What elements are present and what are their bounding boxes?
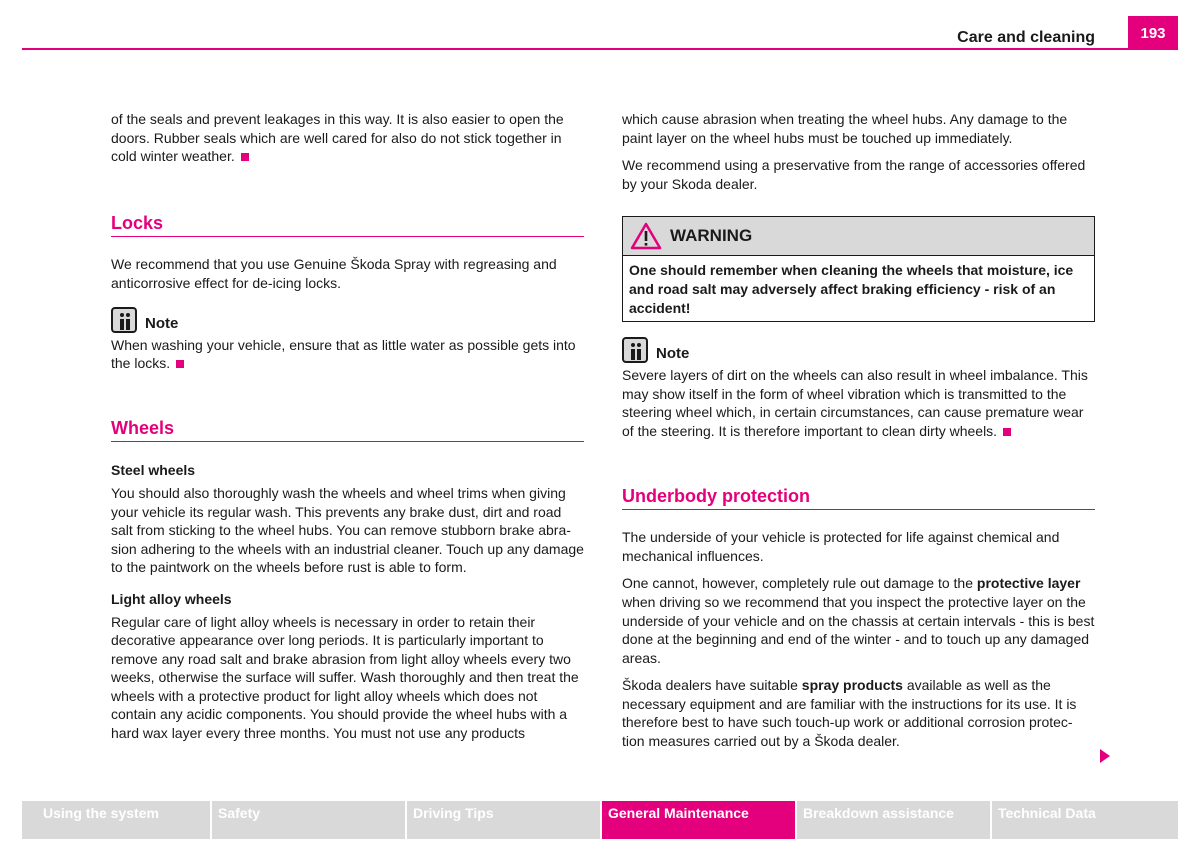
info-icon: [622, 337, 648, 363]
wheels-note-text: Severe layers of dirt on the wheels can also result in wheel imbalance. This may show itself in the form of wheel vibration which is transmitted to the steering wheel which, in certain circumstances, can cause premature wear of the steering. It is therefore important to clean dirty wheels.: [622, 367, 1088, 439]
underbody-paragraph-1: The underside of your vehicle is protected for life against chemical and mechanical influences.: [622, 529, 1060, 564]
underbody-paragraph-2: One cannot, however, completely rule out damage to the protective layer when driving so we recommend that you inspect the protective layer on the underside of your vehicle and on the chassis at certain intervals - this is best done at the beginning and end of the winter - and to touch up any damaged areas.: [622, 575, 1095, 666]
wheels-heading: Wheels: [111, 419, 584, 443]
nav-tab-safety[interactable]: Safety: [212, 801, 405, 839]
end-of-section-icon: [1003, 428, 1011, 436]
nav-tab-general-maintenance[interactable]: General Maintenance: [602, 801, 795, 839]
warning-header: [623, 217, 1094, 256]
footer-navigation: [22, 801, 1178, 839]
warning-triangle-icon: [630, 222, 662, 250]
locks-heading: Locks: [111, 214, 584, 238]
end-of-section-icon: [176, 360, 184, 368]
end-of-section-icon: [241, 153, 249, 161]
locks-note-text: When washing your vehicle, ensure that as little water as possible gets into the locks.: [111, 336, 576, 372]
steel-wheels-heading: Steel wheels: [111, 462, 196, 479]
nav-tab-driving-tips[interactable]: Driving Tips: [407, 801, 600, 839]
left-column: [111, 110, 584, 752]
warning-title: WARNING: [670, 226, 753, 246]
underbody-paragraph-3: Škoda dealers have suitable spray products available as well as the necessary equipment and are familiar with the instructions for its use. It is therefore best to have such touch-up work or additional corrosion protec-tion measures carried out by a Škoda dealer.: [622, 677, 1077, 750]
alloy-wheels-heading: Light alloy wheels: [111, 590, 232, 607]
header-rule: [22, 48, 1178, 50]
intro-paragraph: of the seals and prevent leakages in this way. It is also easier to open the doors. Rubber seals which are well cared for also do not stick together in cold winter weather.: [111, 111, 564, 165]
nav-tab-breakdown-assistance[interactable]: Breakdown assistance: [797, 801, 990, 839]
alloy-wheels-paragraph: Regular care of light alloy wheels is necessary in order to retain their decorative appearance over long periods. It is particularly important to remove any road salt and brake abrasion from light alloy wheels every two weeks, otherwise the surface will suffer. Wash thoroughly and then treat the wheels with a protective product for light alloy wheels which does not contain any acidic components. You should provide the wheel hubs with a hard wax layer every three months. You must not use any products: [111, 613, 579, 742]
locks-paragraph: We recommend that you use Genuine Škoda Spray with regreasing and anticorrosive effect for de-icing locks.: [111, 256, 557, 291]
wheels-continued-paragraph: which cause abrasion when treating the wheel hubs. Any damage to the paint layer on the wheel hubs must be touched up immediately.: [622, 111, 1068, 146]
page-number: 193: [1128, 16, 1178, 50]
steel-wheels-paragraph: You should also thoroughly wash the wheels and wheel trims when giving your vehicle its regular wash. This prevents any brake dust, dirt and road salt from sticking to the wheel hubs. You can remove stubborn brake abra-sion adhering to the wheels with an industrial cleaner. Touch up any damage to the paintwork on the wheels before rust is able to form.: [111, 484, 584, 576]
next-page-arrow-icon[interactable]: [1100, 749, 1110, 763]
info-icon: [111, 307, 137, 333]
warning-text: One should remember when cleaning the wheels that moisture, ice and road salt may adversely affect braking efficiency - risk of an accident!: [629, 262, 1074, 316]
wheels-note-header: [622, 337, 1095, 363]
underbody-heading: Underbody protection: [622, 487, 1095, 511]
warning-box: [622, 216, 1095, 322]
nav-tab-technical-data[interactable]: Technical Data: [992, 801, 1178, 839]
note-title: Note: [145, 314, 179, 332]
preservative-paragraph: We recommend using a preservative from the range of accessories offered by your Skoda dealer.: [622, 157, 1086, 192]
locks-note-header: [111, 307, 584, 333]
nav-tab-using-the-system[interactable]: Using the system: [22, 801, 210, 839]
note-title: Note: [656, 345, 690, 363]
section-title: Care and cleaning: [957, 29, 1095, 46]
right-column: [622, 110, 1095, 760]
